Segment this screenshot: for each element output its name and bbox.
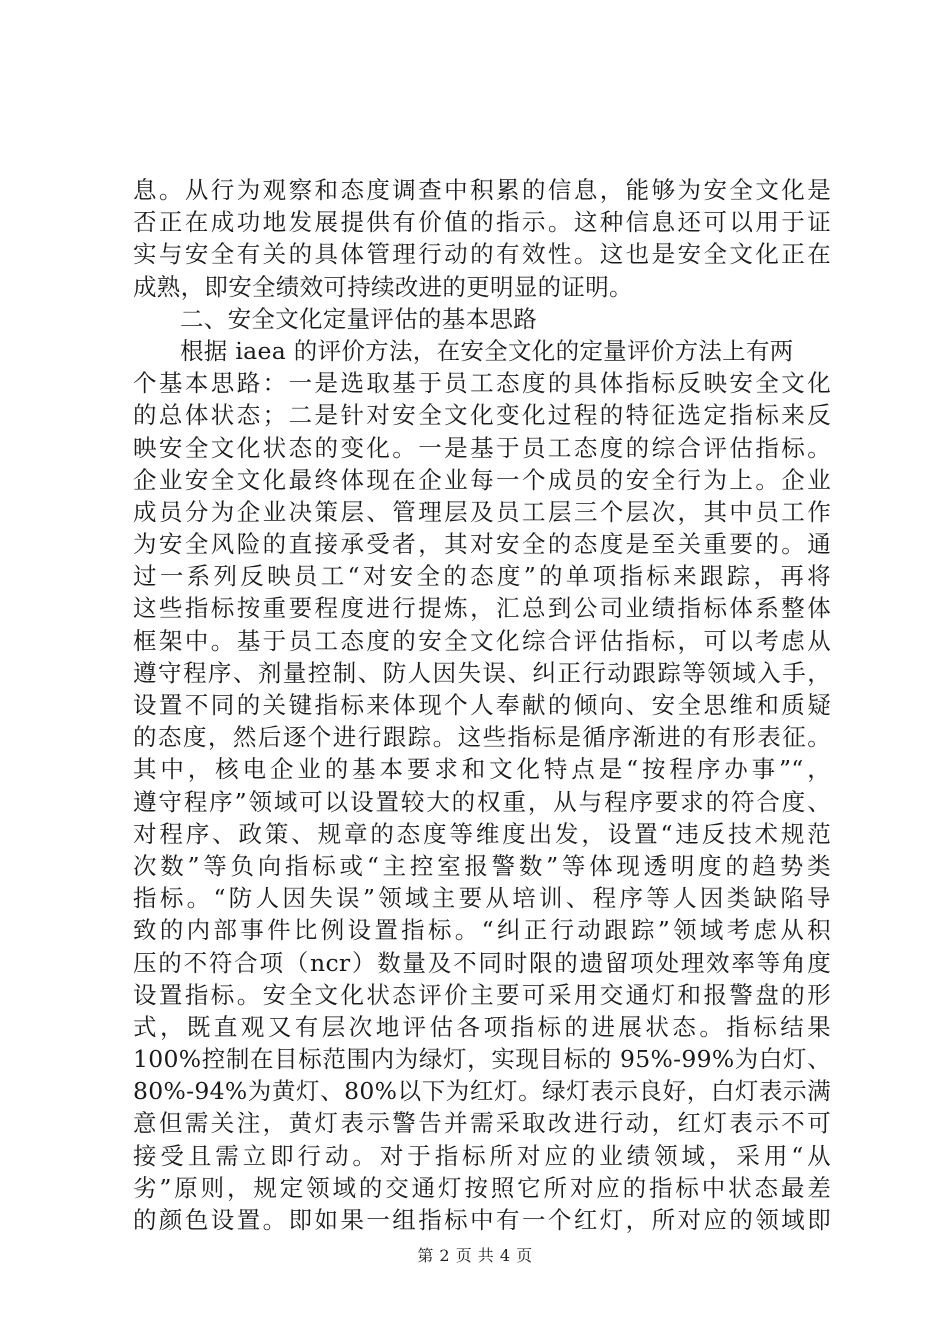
text-line: 息。从行为观察和态度调查中积累的信息，能够为安全文化是 [133,176,831,204]
text-line: 否正在成功地发展提供有价值的指示。这种信息还可以用于证 [133,208,831,237]
text-line: 企业安全文化最终体现在企业每一个成员的安全行为上。企业 [133,465,831,494]
text-line: 框架中。基于员工态度的安全文化综合评估指标，可以考虑从 [133,626,831,655]
text-line: 遵守程序、剂量控制、防人因失误、纠正行动跟踪等领域入手， [133,658,831,687]
text-line: 次数”等负向指标或“主控室报警数”等体现透明度的趋势类 [133,851,831,880]
text-line: 映安全文化状态的变化。一是基于员工态度的综合评估指标。 [133,433,831,462]
text-line: 80%-94%为黄灯、80%以下为红灯。绿灯表示良好，白灯表示满 [133,1077,831,1106]
text-line: 的总体状态；二是针对安全文化变化过程的特征选定指标来反 [133,401,831,430]
text-line: 式，既直观又有层次地评估各项指标的进展状态。指标结果 [133,1012,831,1041]
text-line: 致的内部事件比例设置指标。“纠正行动跟踪”领域考虑从积 [133,916,831,945]
text-line: 根据 iaea 的评价方法，在安全文化的定量评价方法上有两 [180,336,794,365]
text-line: 设置不同的关键指标来体现个人奉献的倾向、安全思维和质疑 [133,691,831,719]
text-line: 这些指标按重要程度进行提炼，汇总到公司业绩指标体系整体 [133,594,831,623]
text-line: 压的不符合项（ncr）数量及不同时限的遗留项处理效率等角度 [133,948,831,977]
text-line: 意但需关注，黄灯表示警告并需采取改进行动，红灯表示不可 [133,1109,831,1138]
text-line: 个基本思路：一是选取基于员工态度的具体指标反映安全文化 [133,369,831,398]
text-line: 实与安全有关的具体管理行动的有效性。这也是安全文化正在 [133,240,831,269]
text-line: 设置指标。安全文化状态评价主要可采用交通灯和报警盘的形 [133,980,831,1009]
text-line: 过一系列反映员工“对安全的态度”的单项指标来跟踪，再将 [133,562,831,591]
text-line: 的态度，然后逐个进行跟踪。这些指标是循序渐进的有形表征。 [133,723,831,752]
paragraph-basic-approach [133,335,831,1236]
section-heading: 二、安全文化定量评估的基本思路 [180,304,537,333]
text-line: 其中，核电企业的基本要求和文化特点是“按程序办事”“， [133,755,831,784]
text-line: 接受且需立即行动。对于指标所对应的业绩领域，采用“从 [133,1141,831,1170]
text-line: 为安全风险的直接承受者，其对安全的态度是至关重要的。通 [133,530,831,559]
text-line: 成员分为企业决策层、管理层及员工层三个层次，其中员工作 [133,497,831,526]
text-line: 的颜色设置。即如果一组指标中有一个红灯，所对应的领域即 [133,1206,831,1234]
text-line: 遵守程序”领域可以设置较大的权重，从与程序要求的符合度、 [133,787,831,816]
text-line: 成熟，即安全绩效可持续改进的更明显的证明。 [133,272,633,301]
text-line: 劣”原则，规定领域的交通灯按照它所对应的指标中状态最差 [133,1173,831,1202]
document-body [133,174,831,1236]
page-footer: 第 2 页 共 4 页 [417,1246,533,1265]
text-line: 对程序、政策、规章的态度等维度出发，设置“违反技术规范 [133,819,831,848]
paragraph-continuation [133,174,831,303]
text-line: 指标。“防人因失误”领域主要从培训、程序等人因类缺陷导 [133,884,831,913]
text-line: 100%控制在目标范围内为绿灯，实现目标的 95%-99%为白灯、 [133,1045,831,1074]
